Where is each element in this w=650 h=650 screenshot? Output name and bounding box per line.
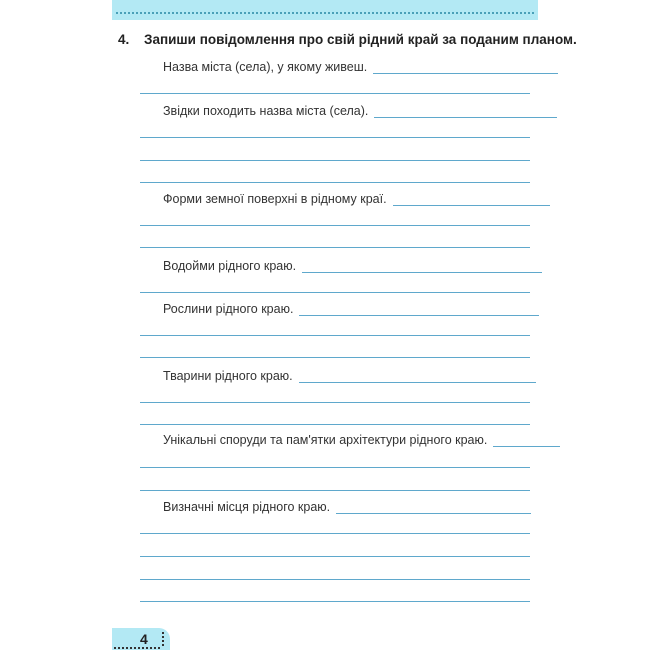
- answer-line[interactable]: [140, 556, 530, 557]
- prompt-architecture: Унікальні споруди та пам'ятки архітектури рідного краю.: [163, 433, 560, 447]
- prompt-water-bodies: Водойми рідного краю.: [163, 259, 542, 273]
- answer-line[interactable]: [393, 195, 550, 206]
- prompt-landforms: Форми земної поверхні в рідному краї.: [163, 192, 550, 206]
- answer-line[interactable]: [374, 107, 557, 118]
- page-number-tab: [112, 628, 170, 650]
- answer-line[interactable]: [140, 579, 530, 580]
- answer-line[interactable]: [140, 93, 530, 94]
- prompt-landmarks: Визначні місця рідного краю.: [163, 500, 531, 514]
- answer-line[interactable]: [140, 160, 530, 161]
- answer-line[interactable]: [336, 503, 531, 514]
- answer-line[interactable]: [299, 372, 536, 383]
- answer-line[interactable]: [140, 490, 530, 491]
- answer-line[interactable]: [140, 601, 530, 602]
- task-title: 4. Запиши повідомлення про свій рідний край за поданим планом.: [118, 32, 577, 47]
- answer-line[interactable]: [140, 335, 530, 336]
- answer-line[interactable]: [140, 292, 530, 293]
- answer-line[interactable]: [140, 424, 530, 425]
- prompt-name-origin: Звідки походить назва міста (села).: [163, 104, 557, 118]
- prompt-city-name: Назва міста (села), у якому живеш.: [163, 60, 558, 74]
- answer-line[interactable]: [140, 533, 530, 534]
- answer-line[interactable]: [140, 357, 530, 358]
- prompt-animals: Тварини рідного краю.: [163, 369, 536, 383]
- answer-line[interactable]: [140, 182, 530, 183]
- answer-line[interactable]: [140, 467, 530, 468]
- prompt-plants: Рослини рідного краю.: [163, 302, 539, 316]
- answer-line[interactable]: [299, 305, 539, 316]
- page-number: 4: [140, 631, 148, 647]
- answer-line[interactable]: [373, 63, 558, 74]
- answer-line[interactable]: [140, 225, 530, 226]
- dotted-divider: [116, 12, 534, 14]
- header-band: [112, 0, 538, 20]
- answer-line[interactable]: [140, 402, 530, 403]
- answer-line[interactable]: [493, 436, 560, 447]
- answer-line[interactable]: [140, 137, 530, 138]
- answer-line[interactable]: [302, 262, 542, 273]
- answer-line[interactable]: [140, 247, 530, 248]
